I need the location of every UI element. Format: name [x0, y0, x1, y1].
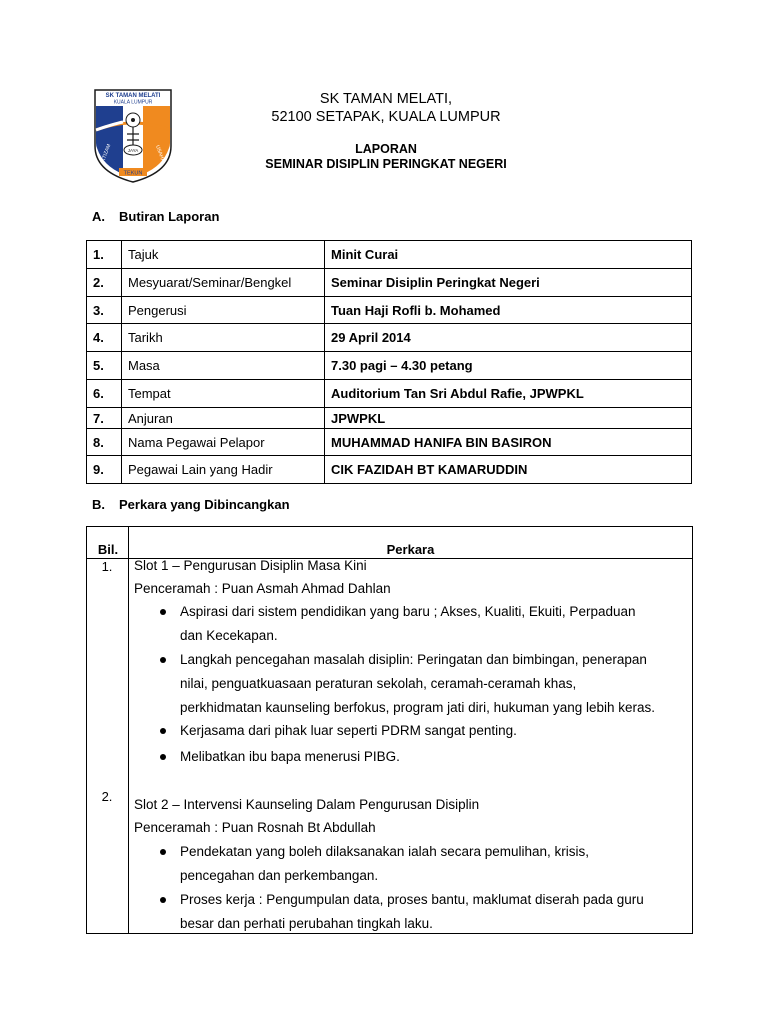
row-number: 9.: [87, 456, 122, 484]
table-row: [87, 269, 692, 297]
row-number: 2.: [87, 269, 122, 297]
row-label: Tajuk: [122, 241, 325, 269]
row-number: 6.: [87, 380, 122, 408]
bullet-icon: [160, 609, 166, 615]
logo-sub-text: KUALA LUMPUR: [113, 99, 153, 106]
bullet-line: Pendekatan yang boleh dilaksanakan ialah secara pemulihan, krisis,: [180, 844, 590, 859]
table-row: [87, 408, 692, 429]
bullet-item: [180, 745, 688, 769]
speaker-line: Penceramah : Puan Asmah Ahmad Dahlan: [134, 581, 391, 596]
row-number: 8.: [87, 429, 122, 456]
bullet-icon: [160, 657, 166, 663]
row-number: 1.: [87, 241, 122, 269]
bullet-item: [180, 840, 688, 888]
item-number: 1.: [101, 559, 113, 574]
bullet-line: dan Kecekapan.: [180, 628, 278, 643]
school-name: SK TAMAN MELATI,: [319, 91, 453, 107]
row-value: Auditorium Tan Sri Abdul Rafie, JPWPKL: [325, 380, 692, 408]
logo-center-word: JAYA: [127, 148, 139, 153]
bullet-line: Aspirasi dari sistem pendidikan yang baru ; Akses, Kualiti, Ekuiti, Perpaduan: [180, 604, 636, 619]
row-label: Masa: [122, 352, 325, 380]
table-row: [87, 380, 692, 408]
section-b-heading: [92, 497, 290, 512]
row-value: CIK FAZIDAH BT KAMARUDDIN: [325, 456, 692, 484]
school-crest-logo: [93, 88, 173, 184]
section-a-heading: [92, 209, 219, 224]
bullet-line: pencegahan dan perkembangan.: [180, 868, 379, 883]
row-value: Tuan Haji Rofli b. Mohamed: [325, 297, 692, 324]
row-label: Tarikh: [122, 324, 325, 352]
section-a-letter: A.: [92, 209, 105, 224]
row-value: Seminar Disiplin Peringkat Negeri: [325, 269, 692, 297]
bullet-line: Proses kerja : Pengumpulan data, proses bantu, maklumat diserah pada guru: [180, 892, 644, 907]
row-label: Anjuran: [122, 408, 325, 429]
table-row: [87, 324, 692, 352]
school-address: 52100 SETAPAK, KUALA LUMPUR: [271, 109, 501, 125]
bullet-line: Langkah pencegahan masalah disiplin: Peringatan dan bimbingan, penerapan: [180, 652, 647, 667]
row-label: Mesyuarat/Seminar/Bengkel: [122, 269, 325, 297]
row-number: 7.: [87, 408, 122, 429]
row-value: 29 April 2014: [325, 324, 692, 352]
logo-left-word: IKTIZAM: [99, 143, 113, 164]
table-row: [87, 429, 692, 456]
bullet-icon: [160, 754, 166, 760]
row-label: Pengerusi: [122, 297, 325, 324]
row-label: Tempat: [122, 380, 325, 408]
section-b-letter: B.: [92, 497, 105, 512]
table-row: [87, 297, 692, 324]
logo-right-word: USAHA: [154, 144, 166, 163]
section-a-title: Butiran Laporan: [119, 209, 220, 224]
logo-top-text: SK TAMAN MELATI: [105, 93, 161, 99]
bullet-line: perkhidmatan kaunseling berfokus, program jati diri, hukuman yang lebih keras.: [180, 700, 656, 715]
section-b-title: Perkara yang Dibincangkan: [119, 497, 290, 512]
table-row: [87, 456, 692, 484]
logo-bottom-word: TEKUN: [123, 170, 143, 177]
row-number: 4.: [87, 324, 122, 352]
row-label: Nama Pegawai Pelapor: [122, 429, 325, 456]
slot-title: Slot 1 – Pengurusan Disiplin Masa Kini: [134, 558, 367, 573]
bullet-item: [180, 719, 688, 743]
bullet-icon: [160, 728, 166, 734]
slot-title: Slot 2 – Intervensi Kaunseling Dalam Pengurusan Disiplin: [134, 797, 480, 812]
row-value: 7.30 pagi – 4.30 petang: [325, 352, 692, 380]
speaker-line: Penceramah : Puan Rosnah Bt Abdullah: [134, 820, 376, 835]
row-number: 5.: [87, 352, 122, 380]
row-label: Pegawai Lain yang Hadir: [122, 456, 325, 484]
column-header-bil: Bil.: [97, 542, 119, 557]
table-row: [87, 241, 692, 269]
report-label: LAPORAN: [355, 142, 417, 156]
bullet-line: besar dan perhati perubahan tingkah laku.: [180, 916, 433, 931]
report-title: SEMINAR DISIPLIN PERINGKAT NEGERI: [265, 157, 507, 171]
bullet-icon: [160, 897, 166, 903]
bullet-line: nilai, penguatkuasaan peraturan sekolah, ceramah-ceramah khas,: [180, 676, 577, 691]
row-number: 3.: [87, 297, 122, 324]
table-column-divider: [128, 527, 129, 933]
bullet-icon: [160, 849, 166, 855]
bullet-line: Kerjasama dari pihak luar seperti PDRM sangat penting.: [180, 723, 517, 738]
report-details-table: [86, 240, 692, 484]
column-header-perkara: Perkara: [386, 542, 435, 557]
row-value: Minit Curai: [325, 241, 692, 269]
table-row: [87, 352, 692, 380]
bullet-item: [180, 888, 688, 936]
bullet-line: Melibatkan ibu bapa menerusi PIBG.: [180, 749, 400, 764]
item-number: 2.: [101, 789, 113, 804]
row-value: MUHAMMAD HANIFA BIN BASIRON: [325, 429, 692, 456]
row-value: JPWPKL: [325, 408, 692, 429]
bullet-item: [180, 648, 688, 720]
bullet-item: [180, 600, 688, 648]
